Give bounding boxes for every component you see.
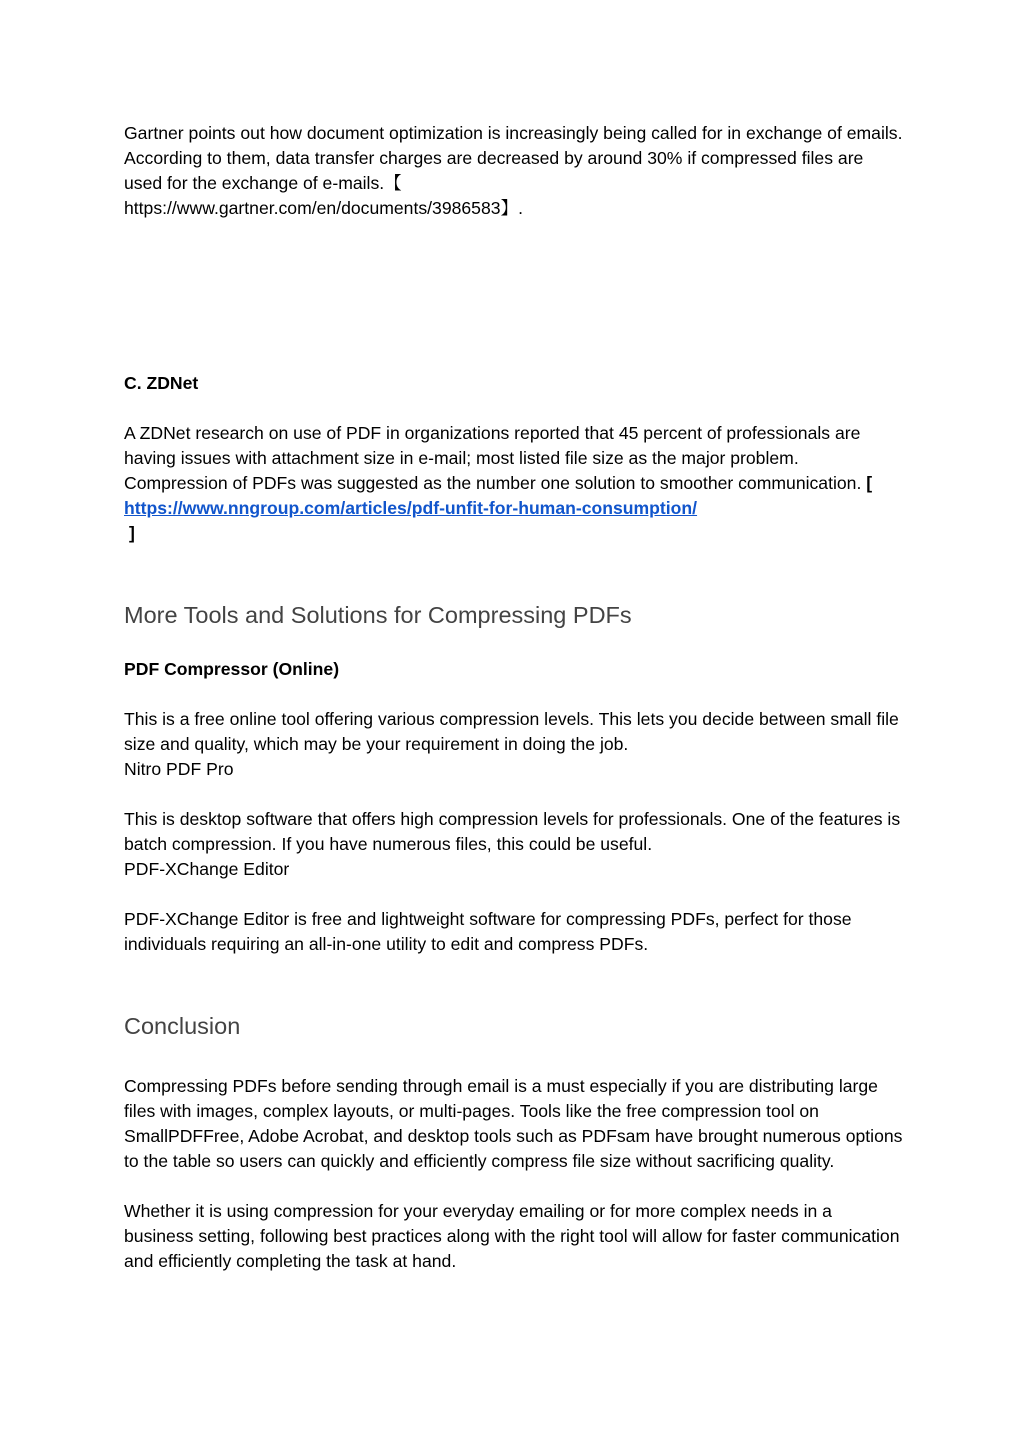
zdnet-heading: C. ZDNet	[124, 373, 199, 393]
zdnet-bracket-open: [	[866, 473, 873, 493]
xchange-text: PDF-XChange Editor is free and lightweight software for compressing PDFs, perfect for those individuals requiring an all-in-one utility to edit and compress PDFs.	[124, 909, 852, 954]
nitro-title: Nitro PDF Pro	[124, 759, 234, 779]
document-page	[124, 121, 904, 1274]
pdf-compressor-text: This is a free online tool offering various compression levels. This lets you decide between small file size and quality, which may be your requirement in doing the job.	[124, 709, 899, 754]
gartner-paragraph: Gartner points out how document optimization is increasingly being called for in exchange of emails. According to them, data transfer charges are decreased by around 30% if compressed files are used for the exchange of e-mails.【 https://www.gartner.com/en/documents/3986583】.	[124, 123, 903, 218]
zdnet-paragraph	[124, 421, 904, 546]
nngroup-link[interactable]: https://www.nngroup.com/articles/pdf-unfit-for-human-consumption/	[124, 498, 698, 518]
nitro-text: This is desktop software that offers high compression levels for professionals. One of the features is batch compression. If you have numerous files, this could be useful.	[124, 809, 901, 854]
conclusion-paragraph-1: Compressing PDFs before sending through email is a must especially if you are distributing large files with images, complex layouts, or multi-pages. Tools like the free compression tool on SmallPDFFree, Adobe Acrobat, and desktop tools such as PDFsam have brought numerous options to the table so users can quickly and efficiently compress file size without sacrificing quality.	[124, 1076, 903, 1171]
xchange-title: PDF-XChange Editor	[124, 859, 290, 879]
zdnet-bracket-close: ]	[129, 523, 135, 543]
conclusion-paragraph-2: Whether it is using compression for your everyday emailing or for more complex needs in a business setting, following best practices along with the right tool will allow for faster communication and efficiently completing the task at hand.	[124, 1201, 900, 1271]
conclusion-heading: Conclusion	[124, 1013, 241, 1039]
pdf-compressor-heading: PDF Compressor (Online)	[124, 659, 340, 679]
tools-heading: More Tools and Solutions for Compressing PDFs	[124, 602, 632, 628]
zdnet-paragraph-text: A ZDNet research on use of PDF in organizations reported that 45 percent of professionals are having issues with attachment size in e-mail; most listed file size as the major problem. Compression of PDFs was suggested as the number one solution to smoother communication.	[124, 423, 867, 493]
